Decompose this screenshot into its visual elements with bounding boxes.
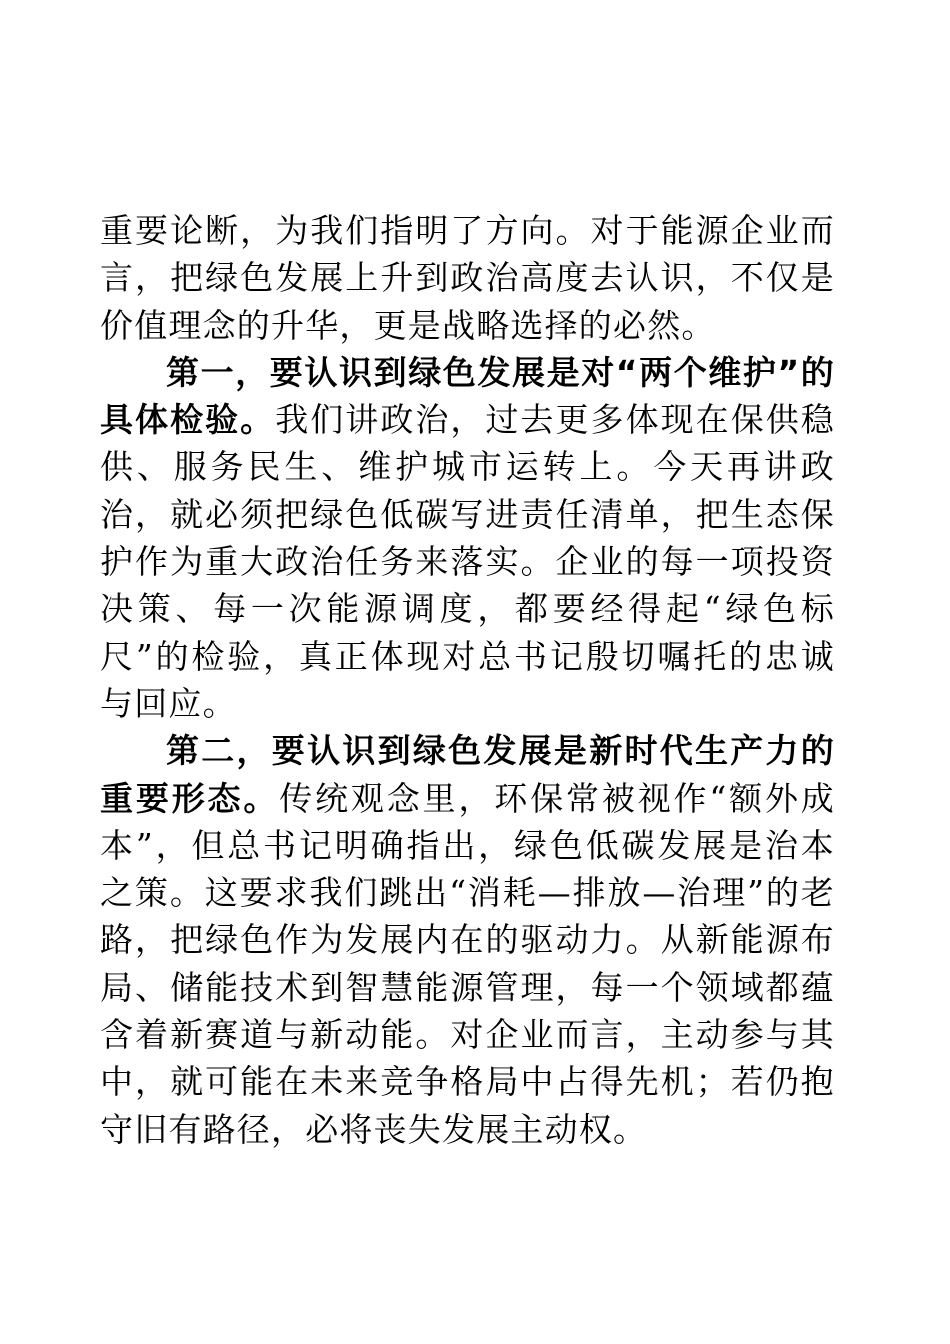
paragraph-second-point [100,727,835,1153]
paragraph-intro-continuation [100,207,835,349]
document-body [100,207,835,1153]
paragraph-body: 我们讲政治，过去更多体现在保供稳供、服务民生、维护城市运转上。今天再讲政治，就必须把绿色低碳写进责任清单，把生态保护作为重大政治任务来落实。企业的每一项投资决策、每一次能源调度，都要经得起“绿色标尺”的检验，真正体现对总书记殷切嘱托的忠诚与回应。 [100,400,836,723]
paragraph-body: 传统观念里，环保常被视作“额外成本”，但总书记明确指出，绿色低碳发展是治本之策。这要求我们跳出“消耗—排放—治理”的老路，把绿色作为发展内在的驱动力。从新能源布局、储能技术到智慧能源管理，每一个领域都蕴含着新赛道与新动能。对企业而言，主动参与其中，就可能在未来竞争格局中占得先机；若仍抱守旧有路径，必将丧失发展主动权。 [100,778,835,1149]
paragraph-heading: 第一，要认识到绿色发展是对“两个维护”的具体检验。 [100,352,835,440]
paragraph-heading: 第二，要认识到绿色发展是新时代生产力的重要形态。 [100,731,835,818]
paragraph-first-point [100,349,835,727]
paragraph-body: 重要论断，为我们指明了方向。对于能源企业而言，把绿色发展上升到政治高度去认识，不仅是价值理念的升华，更是战略选择的必然。 [100,211,835,345]
